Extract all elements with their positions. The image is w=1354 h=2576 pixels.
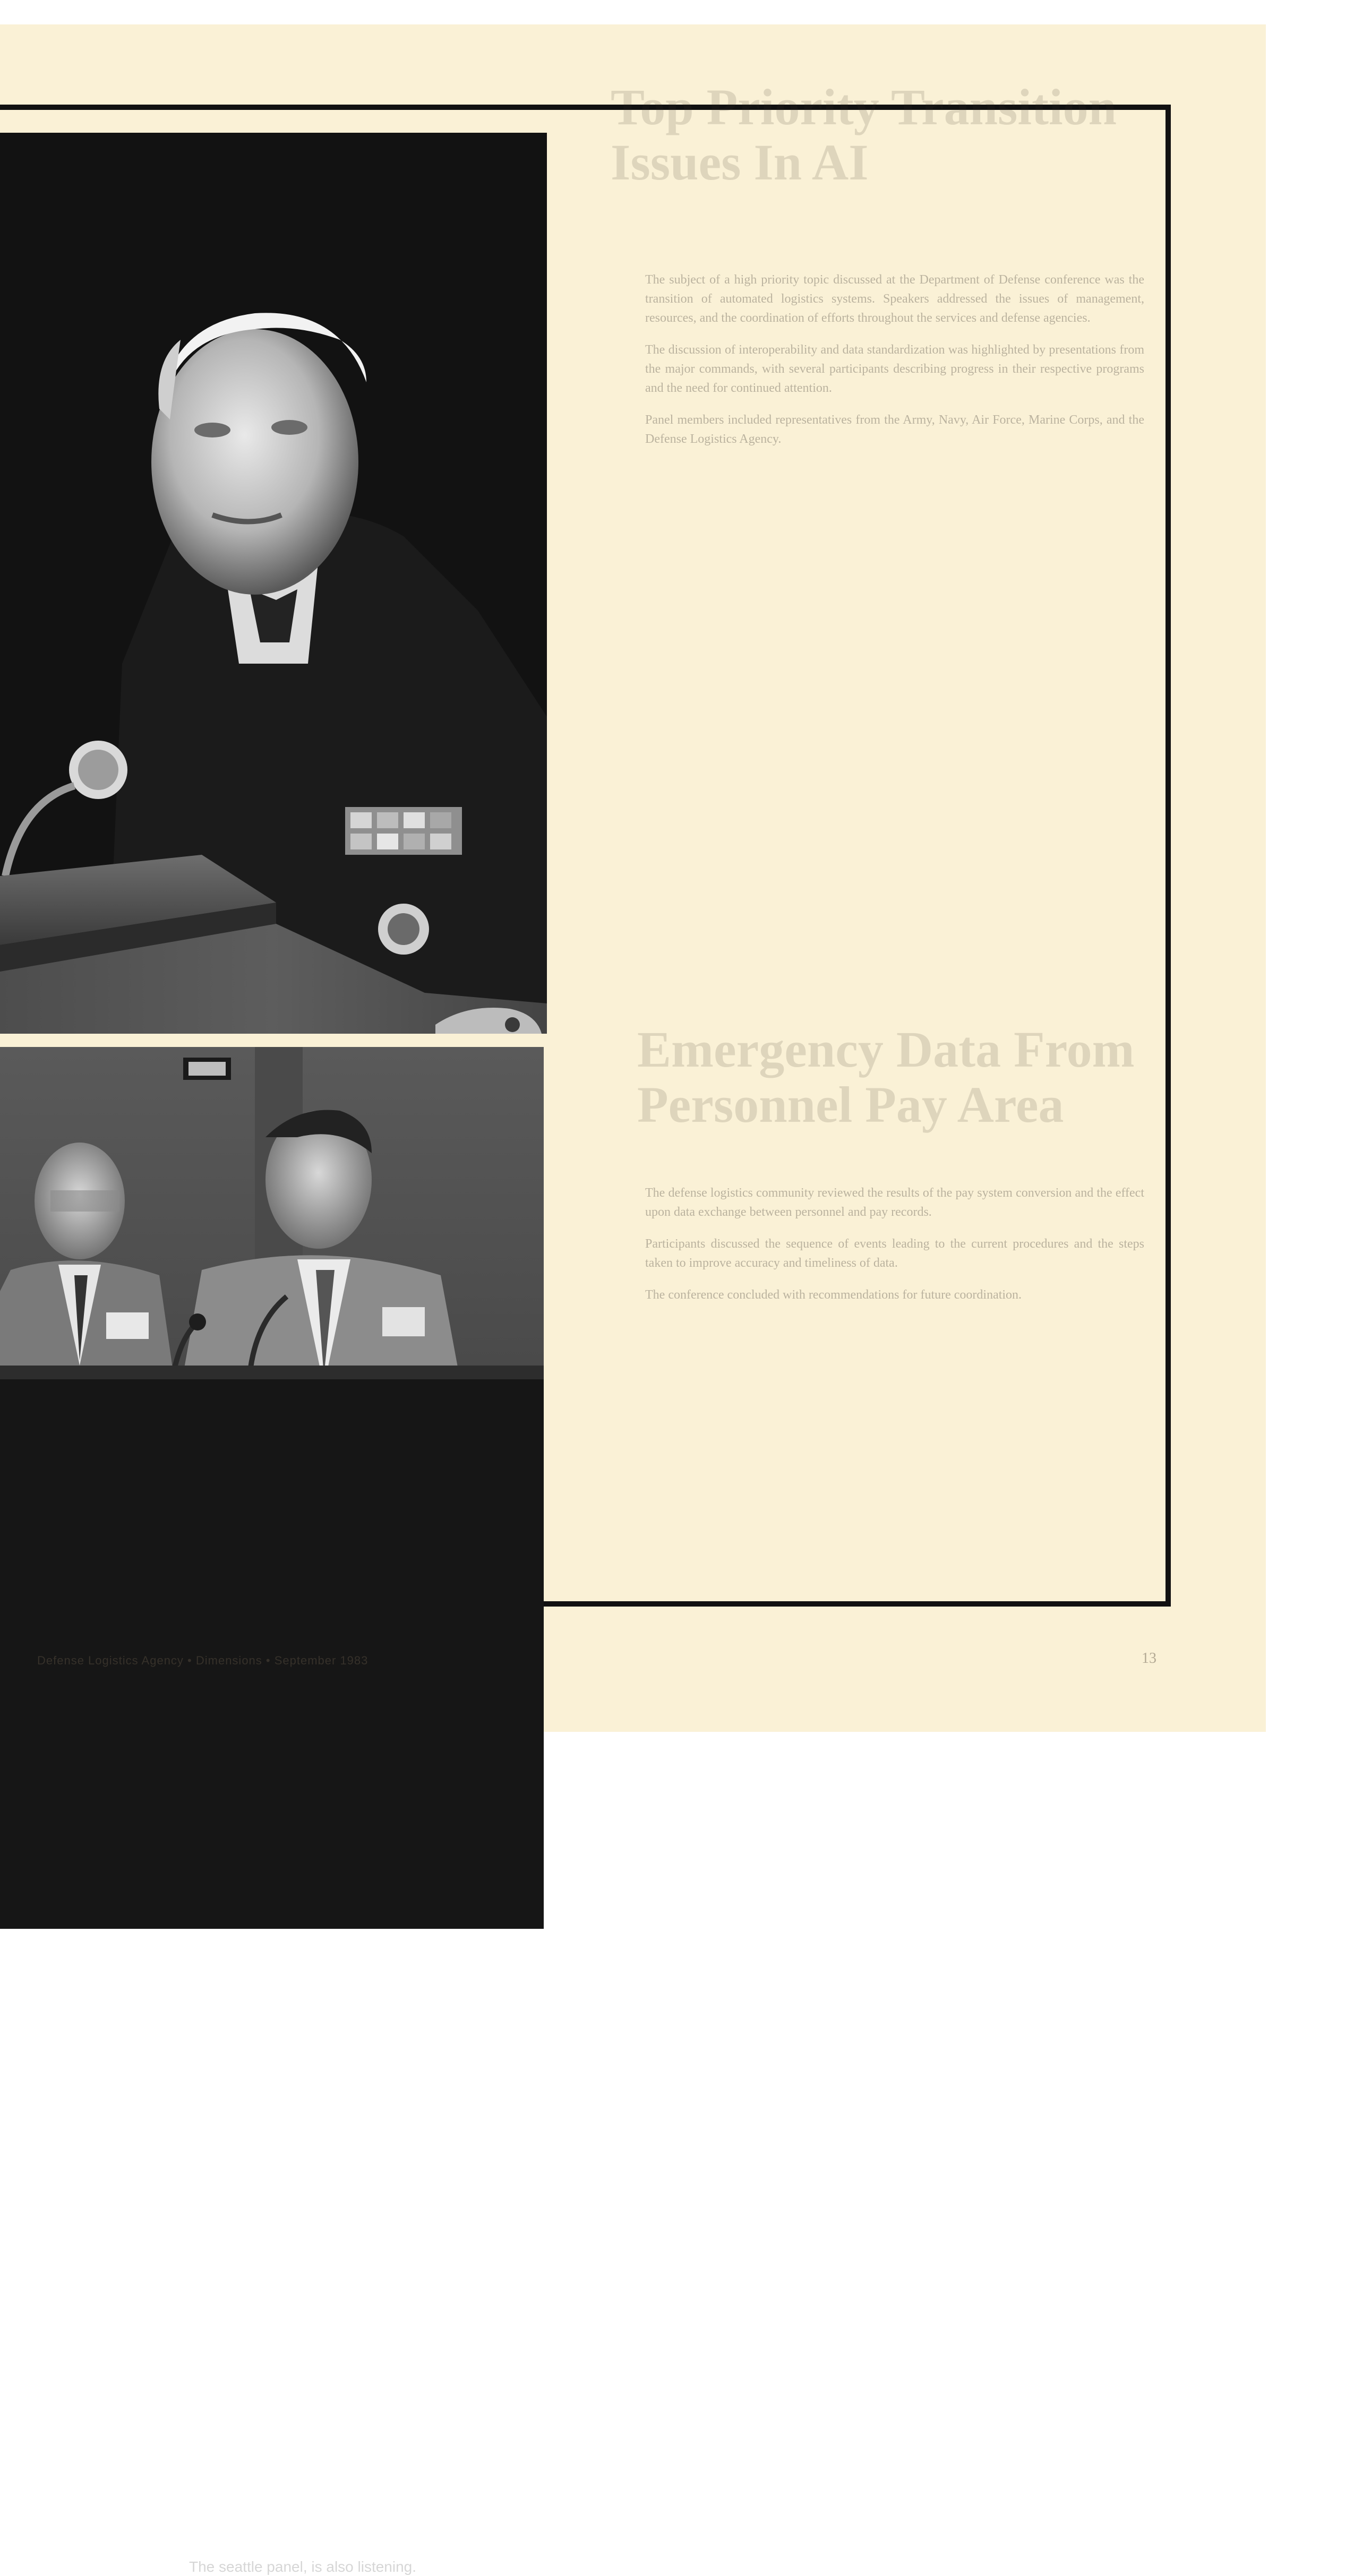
footer-publication: Defense Logistics Agency • Dimensions • September 1983	[37, 1654, 369, 1667]
panel-photo	[0, 1047, 544, 2575]
article-2-paragraph: The defense logistics community reviewed the results of the pay system conversion and the effect upon data exchange between personnel and pay records.	[645, 1186, 1144, 1219]
article-1-body	[645, 257, 1144, 461]
speaker-photo	[0, 133, 547, 1034]
article-1-paragraph: The discussion of interoperability and data standardization was highlighted by presentations from the major commands, with several participants describing progress in their respective programs and the need for continued attention.	[645, 343, 1144, 395]
article-1-paragraph: Panel members included representatives from the Army, Navy, Air Force, Marine Corps, and the Defense Logistics Agency.	[645, 413, 1144, 446]
panel-photo-caption: The seattle panel, is also listening.	[189, 2558, 417, 2575]
article-2-headline: Emergency Data From Personnel Pay Area	[637, 1021, 1135, 1133]
article-1-paragraph: The subject of a high priority topic discussed at the Department of Defense conference was the transition of automated logistics systems. Speakers addressed the issues of management, resources, and the coordination of efforts throughout the services and defense agencies.	[645, 273, 1144, 325]
article-1-headline: Top Priority Transition Issues In AI	[611, 79, 1117, 191]
page-number: 13	[1142, 1650, 1156, 1667]
article-2-paragraph: The conference concluded with recommendations for future coordination.	[645, 1288, 1022, 1302]
panel-photo-art	[0, 1047, 544, 1929]
speaker-photo-art	[0, 133, 547, 1034]
article-2-paragraph: Participants discussed the sequence of events leading to the current procedures and the steps taken to improve accuracy and timeliness of data.	[645, 1237, 1144, 1270]
article-2-body	[645, 1171, 1144, 1317]
